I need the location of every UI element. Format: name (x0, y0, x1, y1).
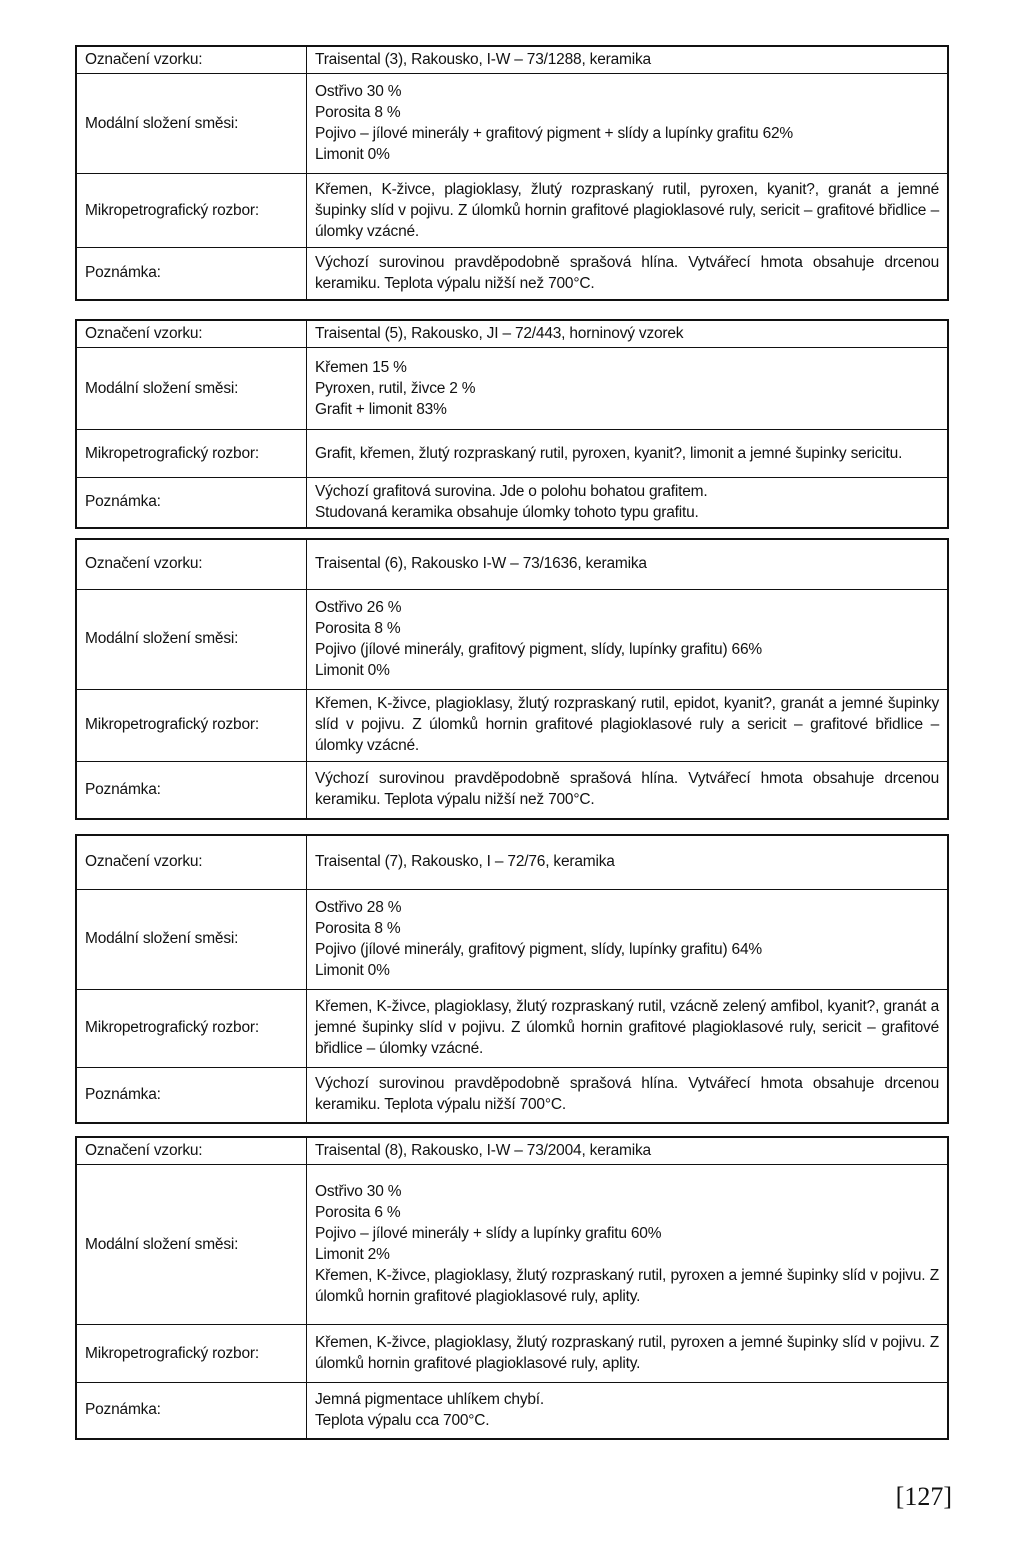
note-line: Výchozí surovinou pravděpodobně sprašová hlína. Vytvářecí hmota obsahuje drcenou keramiku. Teplota výpalu nižší než 700°C. (315, 770, 939, 809)
designation-value: Traisental (8), Rakousko, I-W – 73/2004, keramika (307, 1137, 949, 1165)
designation-label: Označení vzorku: (76, 835, 307, 889)
modal-line: Porosita 8 % (315, 619, 401, 637)
micro-label: Mikropetrografický rozbor: (76, 174, 307, 248)
modal-line: Ostřivo 30 % (315, 83, 402, 100)
micro-value: Křemen, K-živce, plagioklasy, žlutý rozpraskaný rutil, vzácně zelený amfibol, kyanit?, granát a jemné šupinky slíd v pojivu. Z úlomků hornin grafitové plagioklasové ruly, sericit – grafitové břidlice – úlomky vzácné. (307, 989, 949, 1067)
note-value (307, 761, 949, 819)
page-number: [127] (895, 1482, 952, 1511)
modal-line: Limonit 0% (315, 661, 390, 679)
designation-value: Traisental (6), Rakousko I-W – 73/1636, keramika (307, 539, 949, 589)
designation-value: Traisental (3), Rakousko, I-W – 73/1288, keramika (307, 46, 949, 74)
note-line: Výchozí grafitová surovina. Jde o polohu bohatou grafitem. (315, 482, 708, 500)
modal-line: Pojivo (jílové minerály, grafitový pigment, slídy, lupínky grafitu) 66% (315, 640, 762, 658)
sample-table (75, 45, 949, 301)
modal-line: Limonit 2% (315, 1246, 390, 1263)
note-line: Teplota výpalu cca 700°C. (315, 1411, 490, 1429)
note-value (307, 248, 949, 300)
note-label: Poznámka: (76, 478, 307, 528)
note-value (307, 478, 949, 528)
modal-label: Modální složení směsi: (76, 589, 307, 689)
modal-line: Porosita 8 % (315, 104, 401, 121)
sample-table (75, 538, 949, 820)
modal-line: Pyroxen, rutil, živce 2 % (315, 379, 476, 397)
modal-line: Porosita 8 % (315, 919, 401, 937)
designation-value: Traisental (5), Rakousko, JI – 72/443, horninový vzorek (307, 320, 949, 348)
modal-value (307, 1165, 949, 1325)
note-value (307, 1067, 949, 1123)
modal-line: Ostřivo 30 % (315, 1183, 402, 1200)
modal-label: Modální složení směsi: (76, 74, 307, 174)
modal-line: Ostřivo 28 % (315, 898, 402, 916)
modal-label: Modální složení směsi: (76, 889, 307, 989)
micro-label: Mikropetrografický rozbor: (76, 430, 307, 478)
modal-value (307, 589, 949, 689)
modal-line: Grafit + limonit 83% (315, 400, 447, 418)
note-label: Poznámka: (76, 248, 307, 300)
note-label: Poznámka: (76, 1067, 307, 1123)
micro-value: Křemen, K-živce, plagioklasy, žlutý rozpraskaný rutil, epidot, kyanit?, granát a jemné šupinky slíd v pojivu. Z úlomků hornin grafitové plagioklasové ruly a sericit – grafitové břidlice – úlomky vzácné. (307, 689, 949, 761)
designation-value: Traisental (7), Rakousko, I – 72/76, keramika (307, 835, 949, 889)
modal-line: Křemen, K-živce, plagioklasy, žlutý rozpraskaný rutil, pyroxen a jemné šupinky slíd v pojivu. Z úlomků hornin grafitové plagioklasové ruly, aplity. (315, 1267, 939, 1305)
designation-label: Označení vzorku: (76, 1137, 307, 1165)
note-label: Poznámka: (76, 761, 307, 819)
micro-label: Mikropetrografický rozbor: (76, 1325, 307, 1383)
modal-line: Ostřivo 26 % (315, 598, 402, 616)
note-line: Studovaná keramika obsahuje úlomky tohoto typu grafitu. (315, 503, 699, 521)
modal-line: Limonit 0% (315, 961, 390, 979)
modal-label: Modální složení směsi: (76, 348, 307, 430)
micro-label: Mikropetrografický rozbor: (76, 689, 307, 761)
sample-table (75, 1136, 949, 1440)
sample-table (75, 834, 949, 1124)
modal-line: Limonit 0% (315, 146, 390, 163)
designation-label: Označení vzorku: (76, 320, 307, 348)
note-line: Jemná pigmentace uhlíkem chybí. (315, 1390, 545, 1408)
note-line: Výchozí surovinou pravděpodobně sprašová hlína. Vytvářecí hmota obsahuje drcenou keramiku. Teplota výpalu nižší než 700°C. (315, 253, 939, 292)
modal-line: Porosita 6 % (315, 1204, 401, 1221)
sample-table (75, 319, 949, 529)
modal-value (307, 889, 949, 989)
micro-value: Křemen, K-živce, plagioklasy, žlutý rozpraskaný rutil, pyroxen a jemné šupinky slíd v pojivu. Z úlomků hornin grafitové plagioklasové ruly, aplity. (307, 1325, 949, 1383)
modal-line: Pojivo – jílové minerály + grafitový pigment + slídy a lupínky grafitu 62% (315, 125, 793, 142)
modal-line: Křemen 15 % (315, 358, 407, 376)
designation-label: Označení vzorku: (76, 46, 307, 74)
note-label: Poznámka: (76, 1383, 307, 1439)
micro-label: Mikropetrografický rozbor: (76, 989, 307, 1067)
note-line: Výchozí surovinou pravděpodobně sprašová hlína. Vytvářecí hmota obsahuje drcenou keramiku. Teplota výpalu nižší 700°C. (315, 1075, 939, 1114)
modal-line: Pojivo – jílové minerály + slídy a lupínky grafitu 60% (315, 1225, 662, 1242)
modal-label: Modální složení směsi: (76, 1165, 307, 1325)
modal-line: Pojivo (jílové minerály, grafitový pigment, slídy, lupínky grafitu) 64% (315, 940, 762, 958)
micro-value: Křemen, K-živce, plagioklasy, žlutý rozpraskaný rutil, pyroxen, kyanit?, granát a jemné šupinky slíd v pojivu. Z úlomků hornin grafitové plagioklasové ruly, sericit – grafitové břidlice – úlomky vzácné. (307, 174, 949, 248)
modal-value (307, 74, 949, 174)
designation-label: Označení vzorku: (76, 539, 307, 589)
micro-value: Grafit, křemen, žlutý rozpraskaný rutil, pyroxen, kyanit?, limonit a jemné šupinky sericitu. (307, 430, 949, 478)
modal-value (307, 348, 949, 430)
note-value (307, 1383, 949, 1439)
